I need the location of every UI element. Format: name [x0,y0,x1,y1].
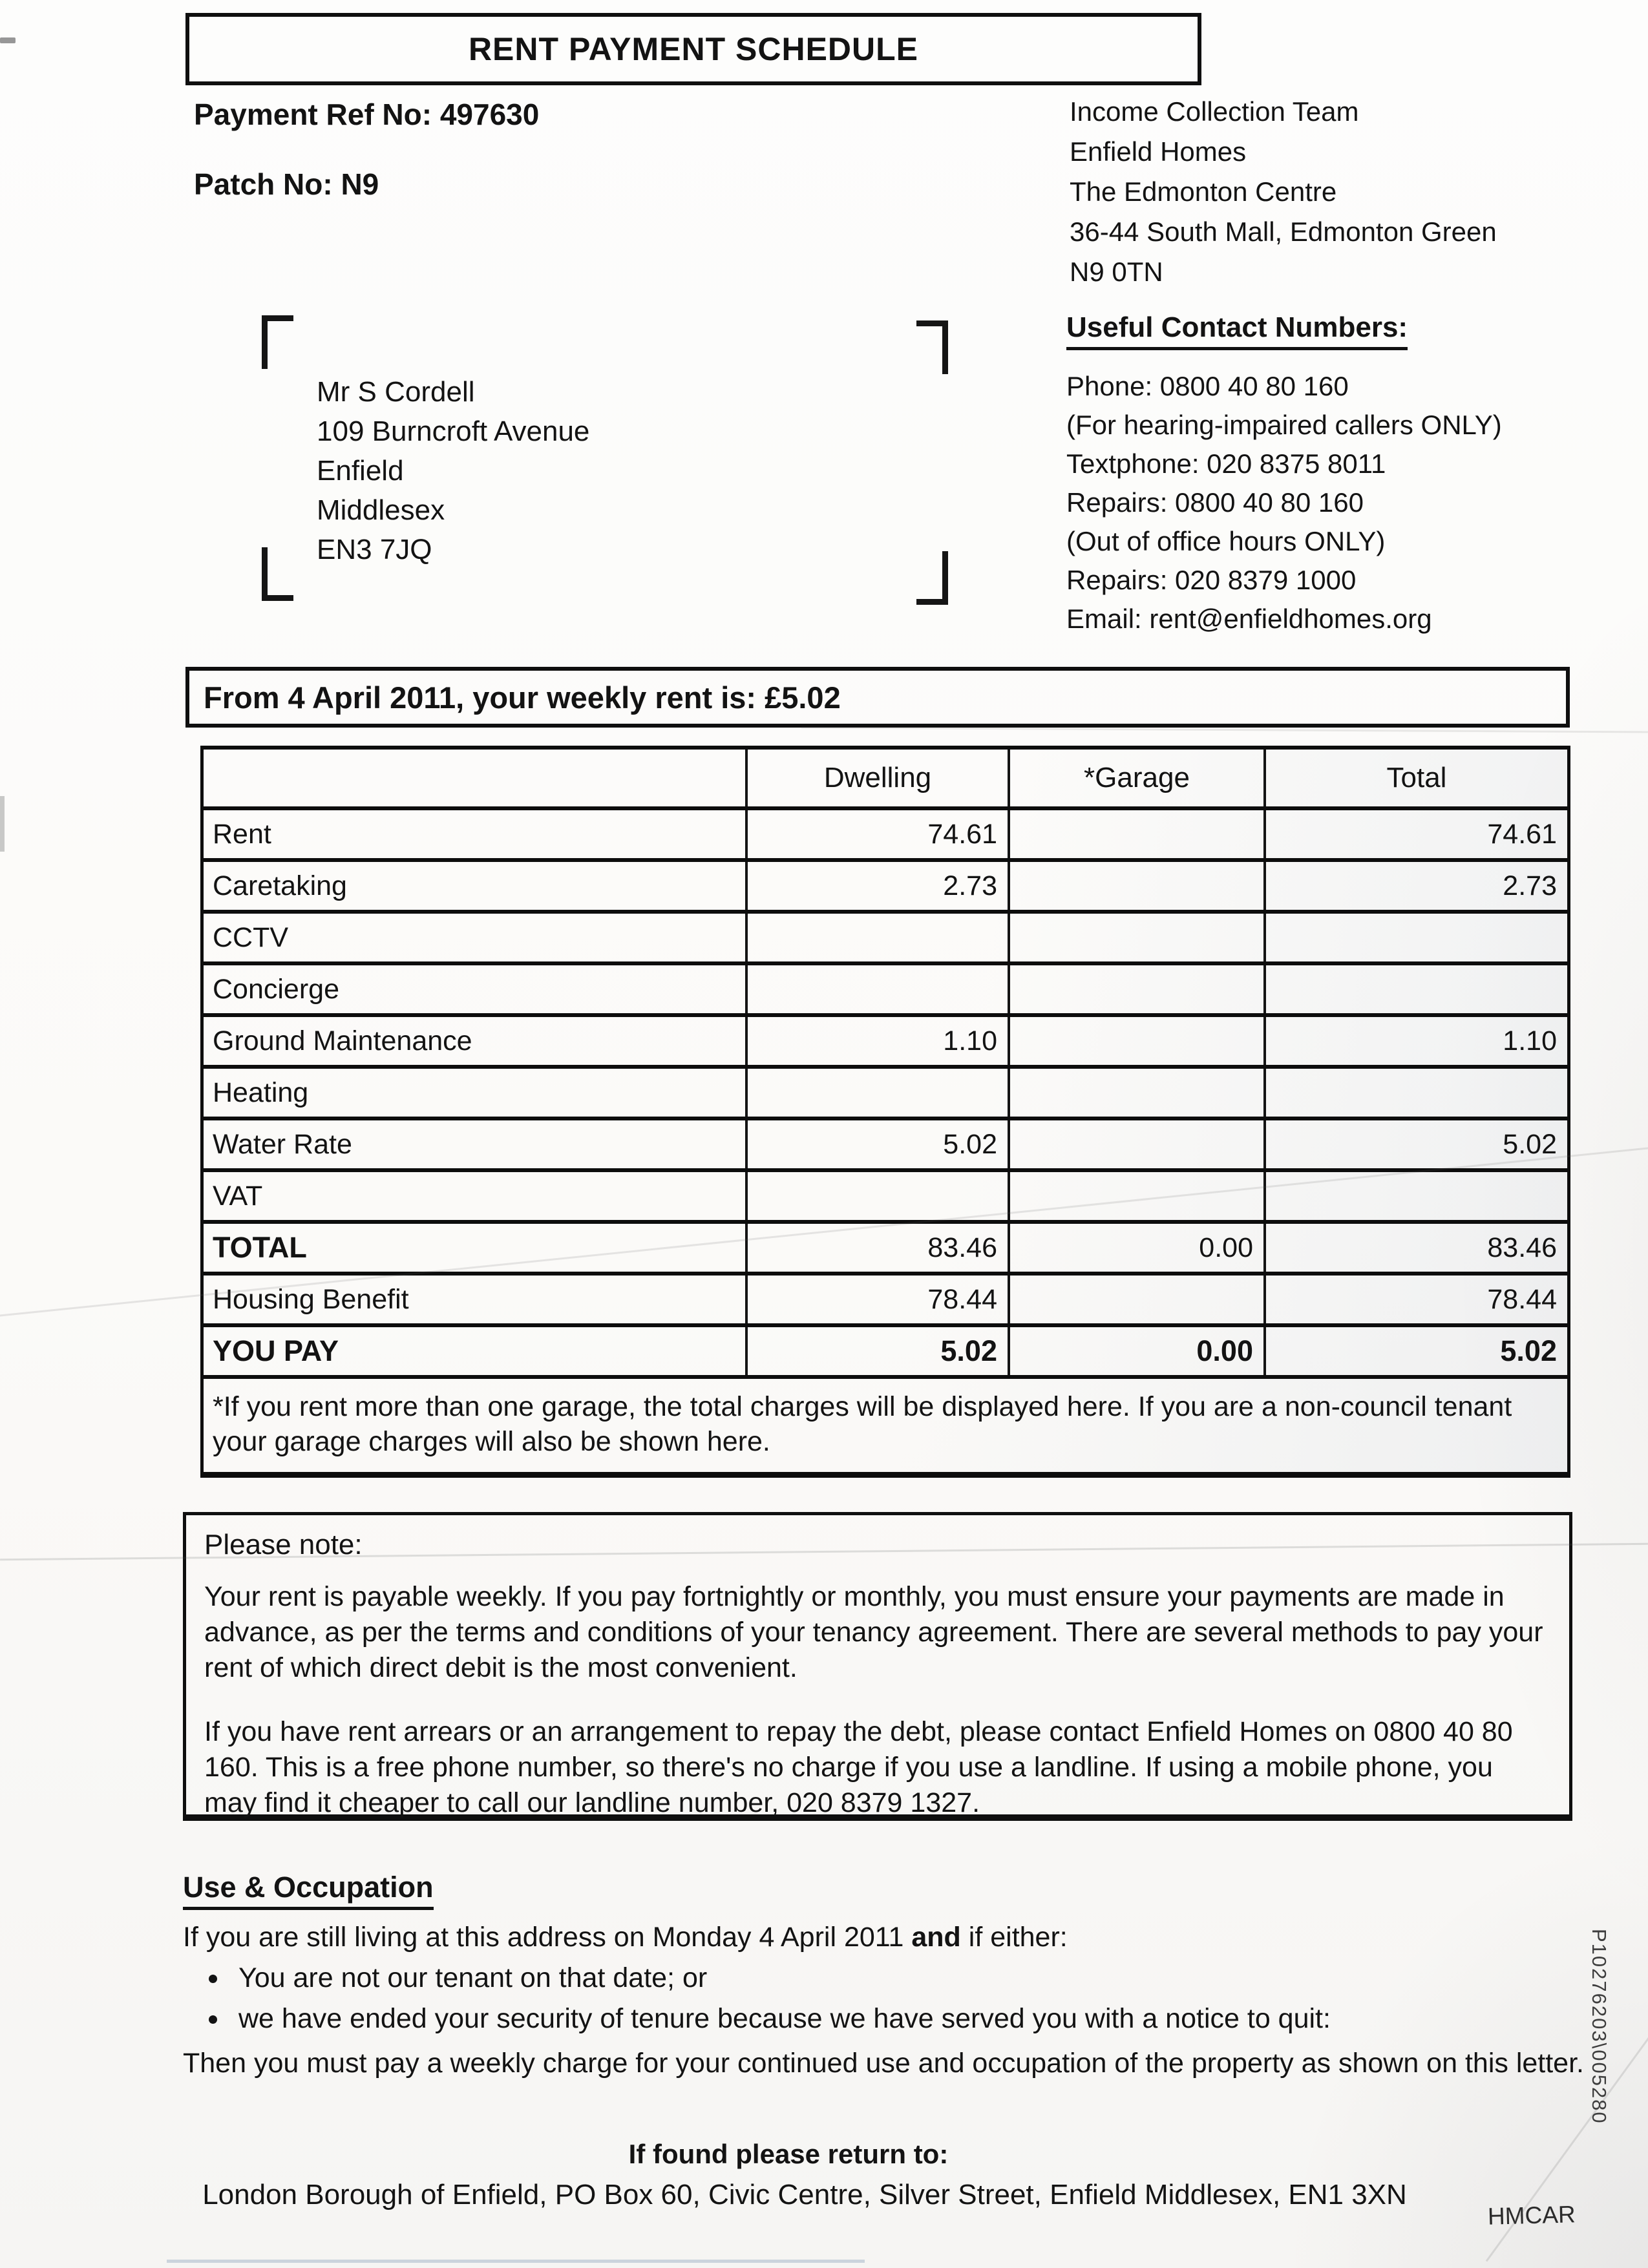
return-address: London Borough of Enfield, PO Box 60, Civic Centre, Silver Street, Enfield Middlesex, EN1 3XN [202,2179,1407,2210]
value-cell [1008,1017,1263,1065]
recipient-address-line: Enfield [317,455,404,487]
scan-edge-mark [0,37,16,43]
value-cell [745,1172,1008,1220]
row-label-cell: VAT [213,1180,263,1212]
bullet-item: • we have ended your security of tenure because we have served you with a notice to quit: [229,2003,1595,2035]
use-occupation-heading: Use & Occupation [183,1871,434,1910]
contact-line: (For hearing-impaired callers ONLY) [1066,410,1502,440]
value-cell [1008,914,1263,961]
intro-text: If you are still living at this address on Monday 4 April 2011 [183,1922,912,1953]
charges-table [200,746,1570,1478]
value-cell: 5.02 [1263,1120,1567,1168]
recipient-address-line: 109 Burncroft Avenue [317,415,590,447]
crop-mark-bottom-left [262,547,293,601]
table-row [204,961,1567,1013]
patch-no: Patch No: N9 [194,167,379,201]
value-cell [1008,965,1263,1013]
sender-address [1070,92,1497,292]
use-occupation-section [183,1871,1595,2081]
column-header: Dwelling [745,750,1008,806]
value-cell [1008,810,1263,858]
table-row [204,1065,1567,1117]
table-row-you-pay [204,1323,1567,1375]
table-row [204,806,1567,858]
table-row [204,910,1567,961]
row-label-cell: Heating [213,1076,309,1108]
sender-address-line: The Edmonton Centre [1070,176,1337,207]
use-occupation-intro [183,1922,1595,1953]
title-box [185,13,1201,85]
value-cell: 83.46 [1263,1224,1567,1272]
recipient-address-line: Mr S Cordell [317,376,475,408]
row-label-cell: Rent [213,818,271,850]
sender-address-line: N9 0TN [1070,257,1163,287]
side-reference-code: P10276203\005280 [1588,1929,1611,2125]
crop-mark-top-left [262,315,293,369]
note-paragraph: If you have rent arrears or an arrangement to repay the debt, please contact Enfield Homes on 0800 40 80 160. This is a free phone number, so there's no charge if you use a landline. If using a mobile phone, you may find it cheaper to call our landline number, 020 8379 1327. [204,1716,1513,1818]
table-row [204,1117,1567,1168]
value-cell: 83.46 [745,1224,1008,1272]
table-row [204,1013,1567,1065]
row-label-cell: CCTV [213,921,289,953]
recipient-address-line: EN3 7JQ [317,534,432,565]
intro-text: if either: [960,1922,1068,1953]
crop-mark-bottom-right [916,551,948,605]
table-row [204,1272,1567,1323]
return-heading: If found please return to: [628,2139,949,2169]
column-header: Total [1263,750,1567,806]
value-cell: 74.61 [745,810,1008,858]
value-cell: 5.02 [745,1120,1008,1168]
value-cell: 5.02 [1263,1327,1567,1375]
bullet-list [183,1962,1595,2035]
row-label-cell: Housing Benefit [213,1283,409,1315]
please-note-box [183,1512,1572,1821]
value-cell: 0.00 [1008,1224,1263,1272]
value-cell [1008,1120,1263,1168]
value-cell: 2.73 [1263,862,1567,910]
contact-line: Repairs: 0800 40 80 160 [1066,487,1364,518]
value-cell [1263,1069,1567,1117]
sender-address-line: Income Collection Team [1070,96,1359,127]
page-title: RENT PAYMENT SCHEDULE [468,31,919,67]
table-row [204,858,1567,910]
bullet-item: • You are not our tenant on that date; or [229,1962,1595,1994]
table-row [204,1168,1567,1220]
value-cell: 74.61 [1263,810,1567,858]
value-cell [1263,1172,1567,1220]
row-label-cell: Concierge [213,973,339,1005]
note-paragraph: Your rent is payable weekly. If you pay fortnightly or monthly, you must ensure your payments are made in advance, as per the terms and conditions of your tenancy agreement. There are several methods to pay your rent of which direct debit is the most convenient. [204,1581,1543,1683]
column-header-blank [204,750,745,806]
recipient-address-line: Middlesex [317,494,445,526]
table-header-row [204,750,1567,806]
weekly-rent-banner [185,667,1570,728]
value-cell: 0.00 [1008,1327,1263,1375]
scan-edge-mark [167,2260,865,2263]
value-cell: 5.02 [745,1327,1008,1375]
scan-edge-mark [0,796,5,852]
value-cell [1008,1172,1263,1220]
contact-line: Email: rent@enfieldhomes.org [1066,604,1432,634]
value-cell [1008,1069,1263,1117]
table-footnote: *If you rent more than one garage, the total charges will be displayed here. If you are a non-council tenant your garage charges will also be shown here. [204,1375,1567,1472]
row-label-cell: Ground Maintenance [213,1025,472,1056]
value-cell [1008,1276,1263,1323]
recipient-address [317,372,589,569]
crease-line [801,727,1648,733]
value-cell: 78.44 [745,1276,1008,1323]
value-cell [745,965,1008,1013]
payment-ref: Payment Ref No: 497630 [194,98,540,131]
useful-contacts-list [1066,367,1502,638]
doc-code: HMCAR [1487,2201,1576,2230]
use-occupation-outro: Then you must pay a weekly charge for your continued use and occupation of the property as shown on this letter. [183,2048,1584,2079]
value-cell [1263,914,1567,961]
row-label-cell: YOU PAY [213,1334,339,1367]
recipient-window [262,315,948,605]
value-cell: 1.10 [1263,1017,1567,1065]
useful-contacts-heading: Useful Contact Numbers: [1066,311,1408,350]
weekly-rent-text: From 4 April 2011, your weekly rent is: £5.02 [204,680,841,715]
sender-address-line: 36-44 South Mall, Edmonton Green [1070,216,1497,247]
column-header: *Garage [1008,750,1263,806]
value-cell [1263,965,1567,1013]
value-cell [745,914,1008,961]
value-cell: 78.44 [1263,1276,1567,1323]
sender-address-line: Enfield Homes [1070,136,1247,167]
please-note-heading: Please note: [204,1529,363,1560]
intro-text-bold: and [911,1922,961,1953]
row-label-cell: TOTAL [213,1231,307,1264]
value-cell [1008,862,1263,910]
value-cell: 2.73 [745,862,1008,910]
contact-line: Textphone: 020 8375 8011 [1066,448,1386,479]
contact-line: Phone: 0800 40 80 160 [1066,371,1349,401]
row-label-cell: Caretaking [213,870,347,901]
contact-line: Repairs: 020 8379 1000 [1066,565,1357,595]
row-label-cell: Water Rate [213,1128,352,1160]
table-row-total [204,1220,1567,1272]
crop-mark-top-right [916,320,948,374]
contact-line: (Out of office hours ONLY) [1066,526,1386,556]
value-cell: 1.10 [745,1017,1008,1065]
value-cell [745,1069,1008,1117]
